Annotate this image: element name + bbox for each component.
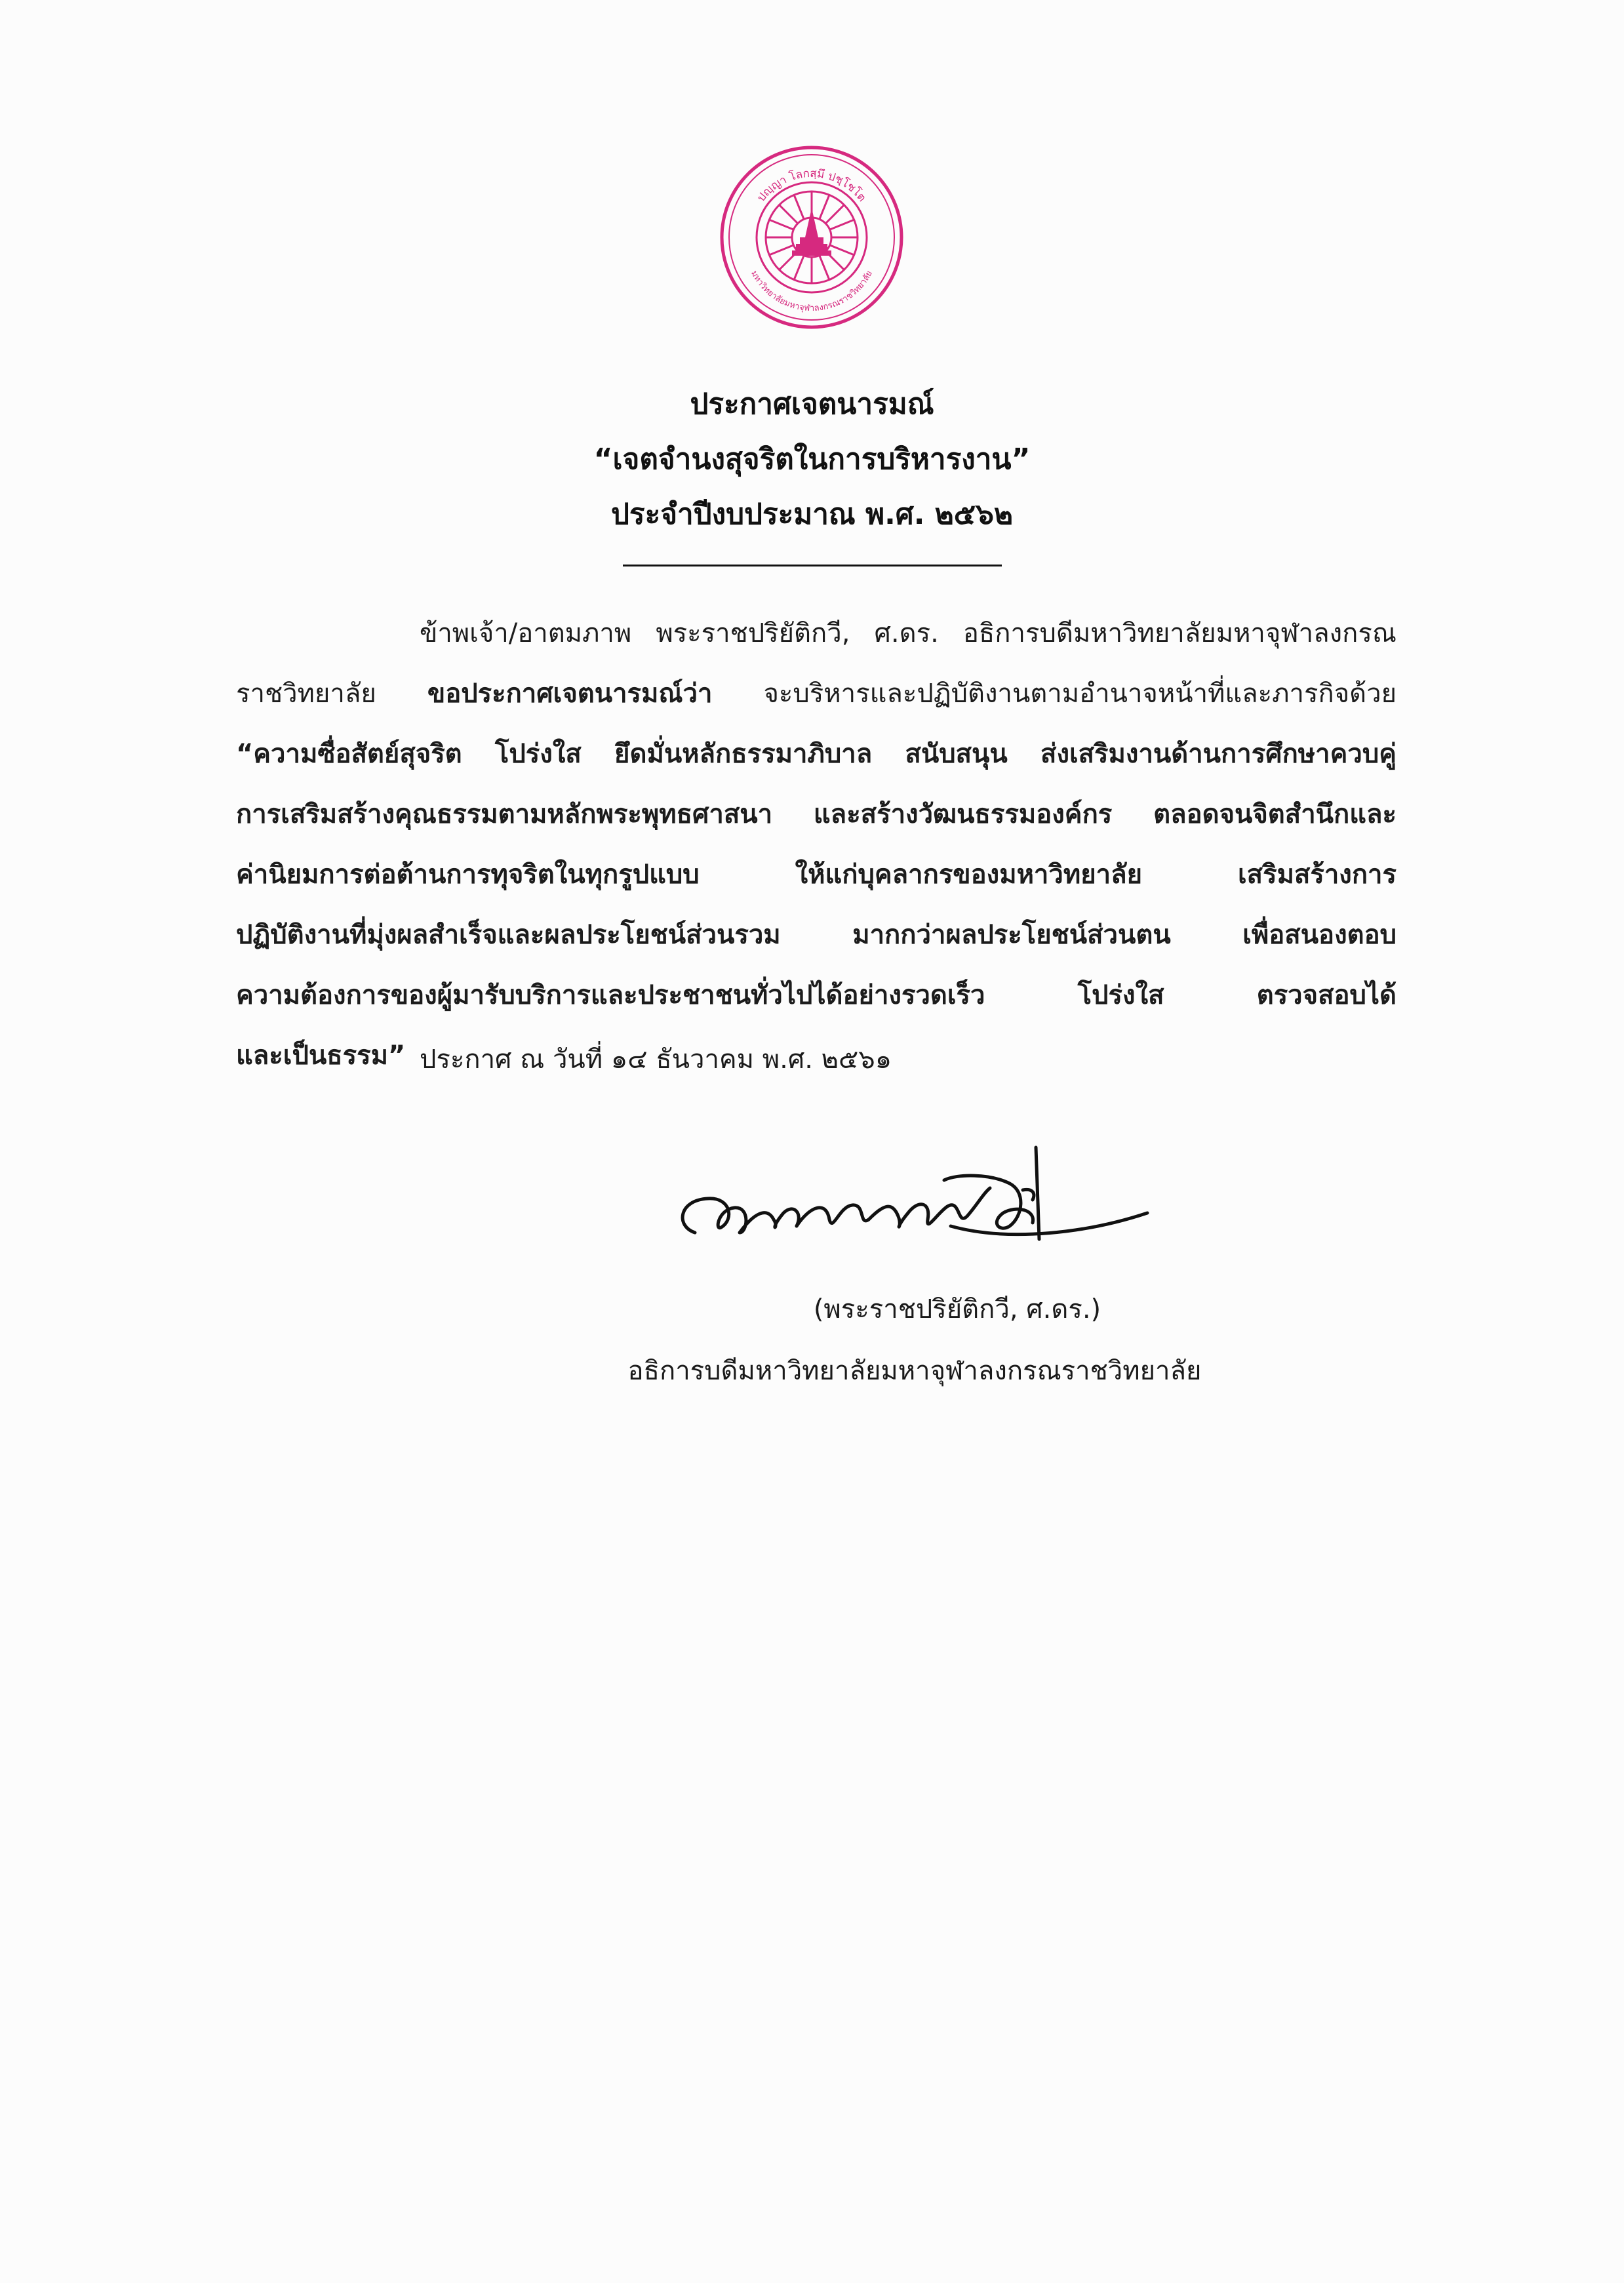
svg-text:ปญฺญา โลกสฺมึ ปชฺโชโต: ปญฺญา โลกสฺมึ ปชฺโชโต (755, 167, 869, 205)
body-line-1: ข้าพเจ้า/อาตมภาพ พระราชปริยัติกวี, ศ.ดร. อธิการบดีมหาวิทยาลัยมหาจุฬาลงกรณ (420, 618, 1396, 648)
title-line-2: “เจตจำนงสุจริตในการบริหารงาน” (593, 443, 1031, 476)
body-line-3: “ความซื่อสัตย์สุจริต โปร่งใส ยึดมั่นหลักธรรมาภิบาล สนับสนุน ส่งเสริมงานด้านการศึกษาควบคู่ (236, 739, 1396, 769)
announcement-body (236, 603, 1396, 1086)
title-block (0, 377, 1624, 542)
title-line-3: ประจำปีงบประมาณ พ.ศ. ๒๕๖๒ (611, 498, 1013, 531)
body-line-2 (236, 664, 1396, 724)
body-line-2-bold: ขอประกาศเจตนารมณ์ว่า (427, 679, 713, 709)
signer-block (577, 1279, 1252, 1402)
body-line-5: ค่านิยมการต่อต้านการทุจริตในทุกรูปแบบ ให้แก่บุคลากรของมหาวิทยาลัย เสริมสร้างการ (236, 860, 1396, 890)
title-line-1: ประกาศเจตนารมณ์ (690, 387, 934, 421)
body-line-2-pre: ราชวิทยาลัย (236, 679, 376, 709)
signer-position: อธิการบดีมหาวิทยาลัยมหาจุฬาลงกรณราชวิทยาลัย (627, 1356, 1202, 1386)
body-line-6: ปฏิบัติงานที่มุ่งผลสำเร็จและผลประโยชน์ส่วนรวม มากกว่าผลประโยชน์ส่วนตน เพื่อสนองตอบ (236, 920, 1396, 950)
body-line-7: ความต้องการของผู้มารับบริการและประชาชนทั่วไปได้อย่างรวดเร็ว โปร่งใส ตรวจสอบได้ (236, 980, 1396, 1010)
handwritten-signature (669, 1128, 1167, 1285)
svg-text:มหาวิทยาลัยมหาจุฬาลงกรณราชวิทย: มหาวิทยาลัยมหาจุฬาลงกรณราชวิทยาลัย (749, 269, 875, 314)
body-line-4: การเสริมสร้างคุณธรรมตามหลักพระพุทธศาสนา และสร้างวัฒนธรรมองค์กร ตลอดจนจิตสำนึกและ (236, 799, 1396, 829)
body-line-2-post: จะบริหารและปฏิบัติงานตามอำนาจหน้าที่และภารกิจด้วย (763, 679, 1397, 709)
title-divider (623, 565, 1002, 566)
signer-name: (พระราชปริยัติกวี, ศ.ดร.) (813, 1294, 1101, 1324)
university-seal-logo (720, 146, 903, 329)
announcement-date: ประกาศ ณ วันที่ ๑๔ ธันวาคม พ.ศ. ๒๕๖๑ (420, 1044, 892, 1075)
body-line-8: และเป็นธรรม” (236, 1041, 406, 1071)
